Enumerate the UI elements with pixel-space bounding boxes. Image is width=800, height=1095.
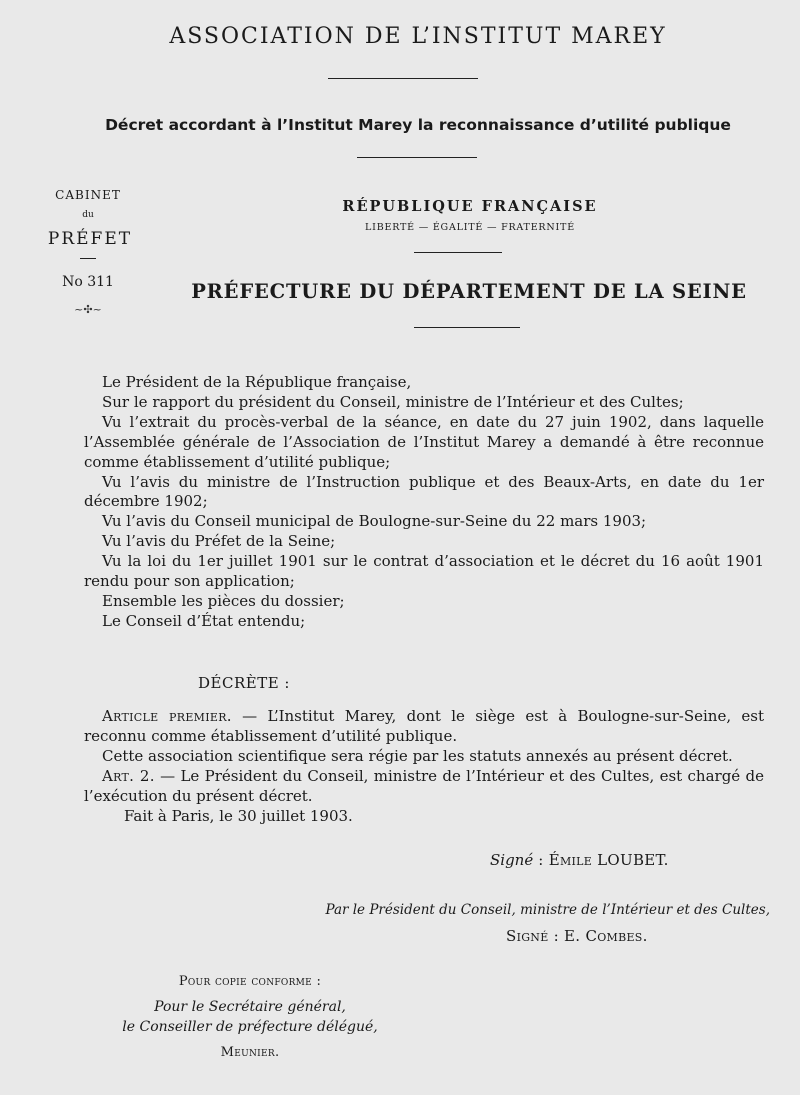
decree-subtitle: Décret accordant à l’Institut Marey la reconnaissance d’utilité publique — [105, 116, 731, 134]
article-1-text: — L’Institut Marey, dont le siège est à Boulogne-sur-Seine, est reconnu comme établissement d’utilité publique. — [84, 707, 764, 745]
decrete-heading: DÉCRÈTE : — [198, 674, 290, 692]
preamble-line: Vu l’avis du Préfet de la Seine; — [102, 532, 336, 551]
preamble-line: Le Conseil d’État entendu; — [102, 611, 306, 630]
secretaire-general: Pour le Secrétaire général, — [154, 999, 346, 1015]
signature-combes: Signé : E. Combes. — [506, 927, 648, 945]
prefet-label: PRÉFET — [47, 229, 133, 249]
signe-name: : Émile LOUBET. — [533, 851, 669, 869]
article-2-text: — Le Président du Conseil, ministre de l’Intérieur et des Cultes, est chargé de l’exécution du présent décret. — [84, 766, 764, 805]
cabinet-du-label: du — [82, 210, 94, 220]
copie-conforme: Pour copie conforme : — [178, 974, 322, 989]
ornament-icon: ~✣~ — [74, 303, 102, 316]
preamble-line: Sur le rapport du président du Conseil, ministre de l’Intérieur et des Cultes; — [102, 392, 684, 411]
article-1-label: Article premier. — [102, 707, 232, 725]
conseiller-delegue: le Conseiller de préfecture délégué, — [122, 1019, 378, 1035]
decree-articles — [84, 707, 764, 826]
title-divider — [328, 78, 478, 79]
republique-motto: LIBERTÉ — ÉGALITÉ — FRATERNITÉ — [365, 222, 575, 233]
article-1 — [84, 707, 764, 747]
signe-label: Signé — [490, 851, 534, 869]
cabinet-label: CABINET — [55, 188, 121, 202]
article-2-label: Art. 2. — [102, 766, 155, 785]
preamble-line: Vu l’avis du ministre de l’Instruction publique et des Beaux-Arts, en date du 1er décembre 1902; — [84, 472, 764, 511]
subtitle-divider — [357, 157, 477, 158]
par-le-president: Par le Président du Conseil, ministre de l’Intérieur et des Cultes, — [325, 902, 770, 918]
decree-preamble — [84, 373, 764, 632]
document-title: ASSOCIATION DE L’INSTITUT MAREY — [169, 24, 667, 49]
preamble-line: Vu l’extrait du procès-verbal de la séance, en date du 27 juin 1902, dans laquelle l’Assemblée générale de l’Association de l’Institut Marey a demandé à être reconnue comme établissement d’utilité publique; — [84, 412, 764, 471]
republique-title: RÉPUBLIQUE FRANÇAISE — [342, 198, 598, 215]
signature-meunier: Meunier. — [220, 1045, 280, 1060]
cabinet-divider — [80, 258, 96, 259]
article-2 — [84, 767, 764, 807]
signature-loubet — [490, 851, 669, 869]
preamble-line: Vu la loi du 1er juillet 1901 sur le contrat d’association et le décret du 16 août 1901 rendu pour son application; — [84, 552, 764, 591]
prefecture-divider — [414, 327, 520, 328]
cabinet-number: No 311 — [62, 274, 114, 290]
prefecture-title: PRÉFECTURE DU DÉPARTEMENT DE LA SEINE — [191, 280, 747, 303]
done-at-paris: Fait à Paris, le 30 juillet 1903. — [124, 806, 353, 825]
preamble-line: Vu l’avis du Conseil municipal de Boulogne-sur-Seine du 22 mars 1903; — [102, 512, 647, 531]
article-1-follow: Cette association scientifique sera régie par les statuts annexés au présent décret. — [102, 746, 733, 765]
preamble-line: Ensemble les pièces du dossier; — [102, 591, 345, 610]
preamble-line: Le Président de la République française, — [102, 373, 412, 391]
republique-divider — [414, 252, 502, 253]
